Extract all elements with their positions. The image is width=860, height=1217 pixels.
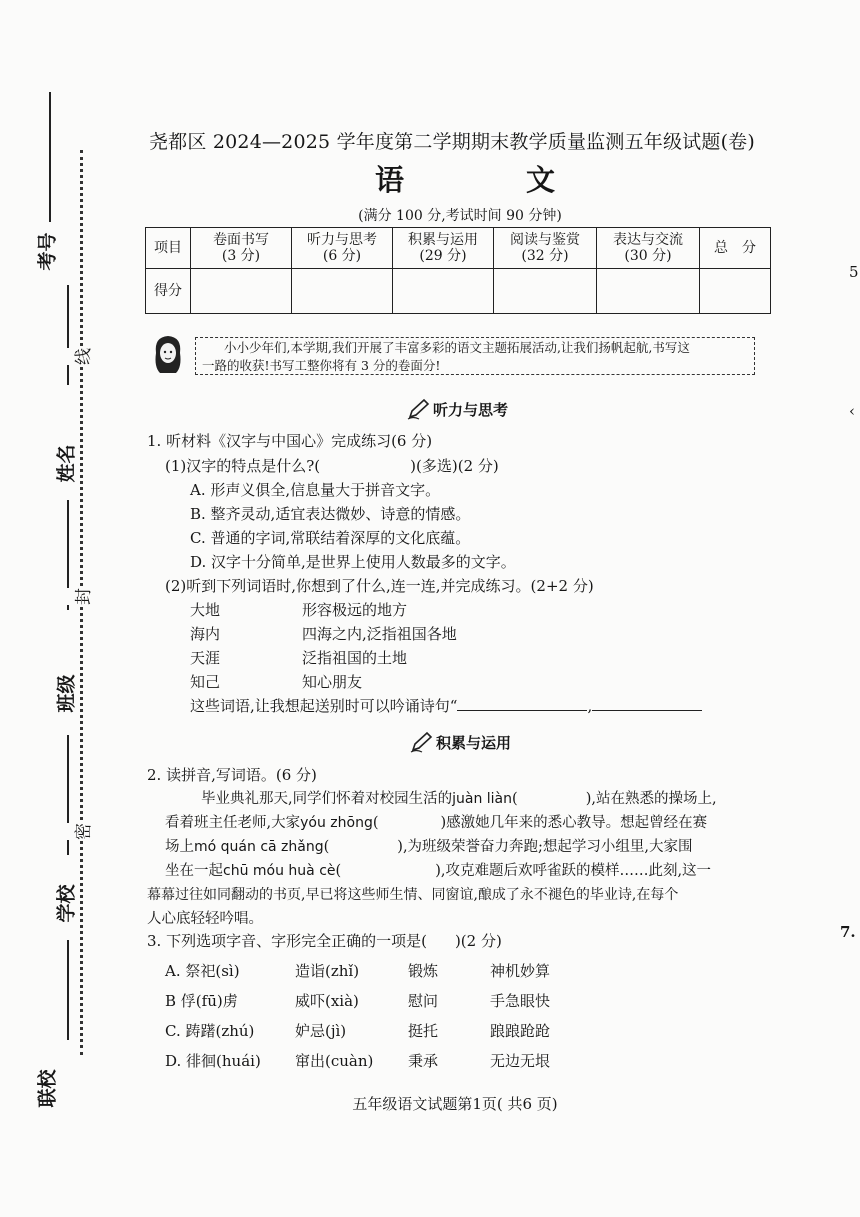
school-line	[67, 940, 69, 1040]
class-label: 班级	[55, 674, 78, 713]
score-table-header-row	[146, 228, 771, 269]
score-cell[interactable]	[191, 269, 292, 314]
league-school-label: 联校	[36, 1069, 59, 1108]
margin-rule-top	[49, 92, 51, 222]
question-1: 1. 听材料《汉字与中国心》完成练习(6 分)	[147, 432, 433, 450]
girl-avatar-icon	[150, 333, 186, 375]
option-a: A. 形声义俱全,信息量大于拼音文字。	[190, 481, 441, 499]
word-left-4: 知己	[190, 673, 221, 691]
binding-mark-xian: 线	[67, 348, 96, 365]
intro-line-2: 一路的收获!书写工整你将有 3 分的卷面分!	[202, 358, 441, 373]
question-3: 3. 下列选项字音、字形完全正确的一项是( )(2 分)	[147, 932, 502, 950]
subject-char-1: 语	[375, 163, 405, 197]
section-listening-heading: 听力与思考	[407, 398, 508, 420]
option-b: B. 整齐灵动,适宜表达微妙、诗意的情感。	[190, 505, 471, 523]
score-cell[interactable]	[700, 269, 771, 314]
word-right-2: 四海之内,泛指祖国各地	[302, 625, 457, 643]
stray-mark-c: ‹	[849, 402, 855, 420]
pencil-icon	[410, 731, 434, 753]
exam-meta: (满分 100 分,考试时间 90 分钟)	[358, 208, 562, 224]
score-cell[interactable]	[393, 269, 494, 314]
option-c: C. 普通的字词,常联结着深厚的文化底蕴。	[190, 529, 471, 547]
word-left-3: 天涯	[190, 649, 221, 667]
row-label-score: 得分	[146, 269, 191, 314]
exam-number-label: 考号	[36, 232, 59, 271]
col-total: 总 分	[700, 228, 771, 269]
binding-mark-feng: 封	[67, 588, 96, 605]
stray-mark-5: 5	[849, 263, 859, 281]
score-cell[interactable]	[292, 269, 393, 314]
intro-line-1: 小小少年们,本学期,我们开展了丰富多彩的语文主题拓展活动,让我们扬帆起航,书写这	[224, 340, 690, 355]
score-cell[interactable]	[597, 269, 700, 314]
col-accumulation: 积累与运用 (29 分)	[393, 228, 494, 269]
subject-title	[375, 158, 555, 199]
stray-mark-7: 7.	[840, 923, 856, 941]
question-1-2: (2)听到下列词语时,你想到了什么,连一连,并完成练习。(2+2 分)	[165, 577, 594, 595]
score-table-score-row	[146, 269, 771, 314]
poem-blank-2[interactable]	[592, 710, 702, 711]
word-right-3: 泛指祖国的土地	[302, 649, 408, 667]
poem-blank-1[interactable]	[457, 710, 587, 711]
page-footer: 五年级语文试题第1页( 共6 页)	[352, 1095, 558, 1113]
option-d: D. 汉字十分简单,是世界上使用人数最多的文字。	[190, 553, 516, 571]
row-label-items: 项目	[146, 228, 191, 269]
subject-char-2: 文	[525, 163, 555, 197]
word-left-1: 大地	[190, 601, 221, 619]
score-table	[145, 227, 771, 314]
question-1-1: (1)汉字的特点是什么?( )(多选)(2 分)	[165, 457, 499, 475]
score-cell[interactable]	[494, 269, 597, 314]
question-2: 2. 读拼音,写词语。(6 分)	[147, 766, 317, 784]
word-right-4: 知心朋友	[302, 673, 363, 691]
word-left-2: 海内	[190, 625, 221, 643]
exam-number-line	[67, 285, 69, 385]
section-accumulation-heading: 积累与运用	[410, 731, 511, 753]
col-writing: 卷面书写 (3 分)	[191, 228, 292, 269]
binding-mark-mi: 密	[67, 823, 96, 840]
school-label: 学校	[55, 884, 78, 923]
name-label: 姓名	[55, 444, 78, 483]
poem-prompt: 这些词语,让我想起送别时可以吟诵诗句“ ,	[190, 695, 702, 716]
pencil-icon	[407, 398, 431, 420]
word-right-1: 形容极远的地方	[302, 601, 408, 619]
col-listening: 听力与思考 (6 分)	[292, 228, 393, 269]
col-reading: 阅读与鉴赏 (32 分)	[494, 228, 597, 269]
exam-title: 尧都区 2024—2025 学年度第二学期期末教学质量监测五年级试题(卷)	[148, 131, 755, 153]
col-expression: 表达与交流 (30 分)	[597, 228, 700, 269]
intro-box	[195, 337, 755, 375]
pinyin-passage: 毕业典礼那天,同学们怀着对校园生活的juàn liàn( ),站在熟悉的操场上, 看着班主任老师,大家yóu zhōng( )感激她几年来的悉心教导。想起曾经在赛 场上mó quán cā zhǎng( ),为班级荣誉奋力奔跑;想起学习小组里,大家围 坐在一起chū móu huà cè( ),攻克难题后欢呼雀跃的模样……此刻,这一 幕幕过往如同翻动的书页,早已将这些师生情、同窗谊,酿成了永不褪色的毕业诗,在每个 人心底轻轻吟唱。	[147, 791, 717, 927]
